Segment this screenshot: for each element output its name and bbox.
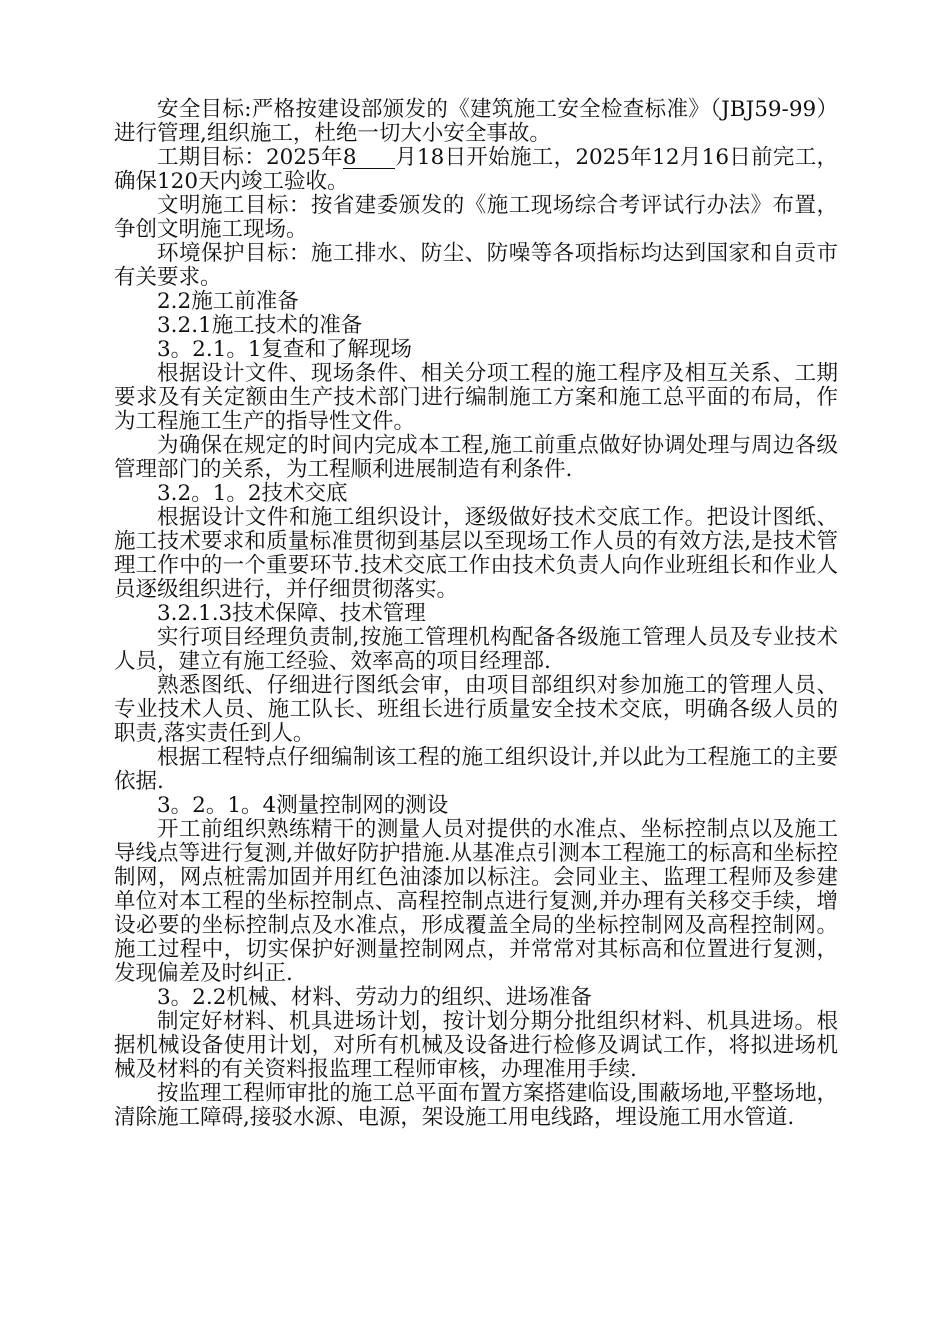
site-setup-paragraph: 按监理工程师审批的施工总平面布置方案搭建临设,围蔽场地,平整场地，清除施工障碍,接驳水源、电源，架设施工用电线路，埋设施工用水管道.: [114, 1081, 838, 1130]
safety-goal-paragraph: 安全目标:严格按建设部颁发的《建筑施工安全检查标准》（JBJ59-99）进行管理,组织施工，杜绝一切大小安全事故。: [114, 97, 838, 146]
section-heading-3-2-2: 3。2.2机械、材料、劳动力的组织、进场准备: [157, 985, 592, 1010]
org-design-paragraph: 根据工程特点仔细编制该工程的施工组织设计,并以此为工程施工的主要依据.: [114, 745, 838, 794]
section-heading-3-2-1-4: 3。2。1。4测量控制网的测设: [157, 793, 449, 818]
section-heading-3-2-1: 3.2.1施工技术的准备: [157, 313, 363, 338]
document-page: [114, 98, 838, 1130]
survey-paragraph: 开工前组织熟练精干的测量人员对提供的水准点、坐标控制点以及施工导线点等进行复测,并做好防护措施.从基准点引测本工程施工的标高和坐标控制网，网点桩需加固并用红色油漆加以标注。会同业主、监理工程师及参建单位对本工程的坐标控制点、高程控制点进行复测,并办理有关移交手续，增设必要的坐标控制点及水准点，形成覆盖全局的坐标控制网及高程控制网。施工过程中，切实保护好测量控制网点，并常常对其标高和位置进行复测，发现偏差及时纠正.: [114, 817, 838, 986]
schedule-goal-text-end: 月18日开始施工，2025年12月16日前完工，确保120天内竣工验收。: [114, 145, 838, 194]
start-month-underlined: 8: [343, 147, 395, 169]
coordination-paragraph: 为确保在规定的时间内完成本工程,施工前重点做好协调处理与周边各级管理部门的关系，为工程顺利进展制造有利条件.: [114, 433, 838, 482]
drawings-review-paragraph: 熟悉图纸、仔细进行图纸会审，由项目部组织对参加施工的管理人员、专业技术人员、施工队长、班组长进行质量安全技术交底，明确各级人员的职责,落实责任到人。: [114, 673, 838, 746]
section-heading-3-2-1-2: 3.2。1。2技术交底: [157, 481, 348, 506]
schedule-goal-paragraph: [114, 146, 838, 194]
section-heading-3-2-1-3: 3.2.1.3技术保障、技术管理: [157, 601, 426, 626]
civilized-goal-paragraph: 文明施工目标：按省建委颁发的《施工现场综合考评试行办法》布置，争创文明施工现场。: [114, 193, 838, 242]
schedule-goal-text-start: 工期目标：2025年: [157, 145, 343, 170]
tech-briefing-paragraph: 根据设计文件和施工组织设计，逐级做好技术交底工作。把设计图纸、施工技术要求和质量标准贯彻到基层以至现场工作人员的有效方法,是技术管理工作中的一个重要环节.技术交底工作由技术负责人向作业班组长和作业人员逐级组织进行，并仔细贯彻落实。: [114, 505, 838, 602]
materials-plan-paragraph: 制定好材料、机具进场计划，按计划分期分批组织材料、机具进场。根据机械设备使用计划，对所有机械及设备进行检修及调试工作，将拟进场机械及材料的有关资料报监理工程师审核，办理准用手续.: [114, 1009, 838, 1082]
manager-system-paragraph: 实行项目经理负责制,按施工管理机构配备各级施工管理人员及专业技术人员，建立有施工经验、效率高的项目经理部.: [114, 625, 838, 674]
environment-goal-paragraph: 环境保护目标：施工排水、防尘、防噪等各项指标均达到国家和自贡市有关要求。: [114, 241, 838, 290]
section-heading-2-2: 2.2施工前准备: [157, 289, 299, 314]
design-docs-paragraph: 根据设计文件、现场条件、相关分项工程的施工程序及相互关系、工期要求及有关定额由生产技术部门进行编制施工方案和施工总平面的布局，作为工程施工生产的指导性文件。: [114, 361, 838, 434]
section-heading-3-2-1-1: 3。2.1。1复查和了解现场: [157, 337, 413, 362]
